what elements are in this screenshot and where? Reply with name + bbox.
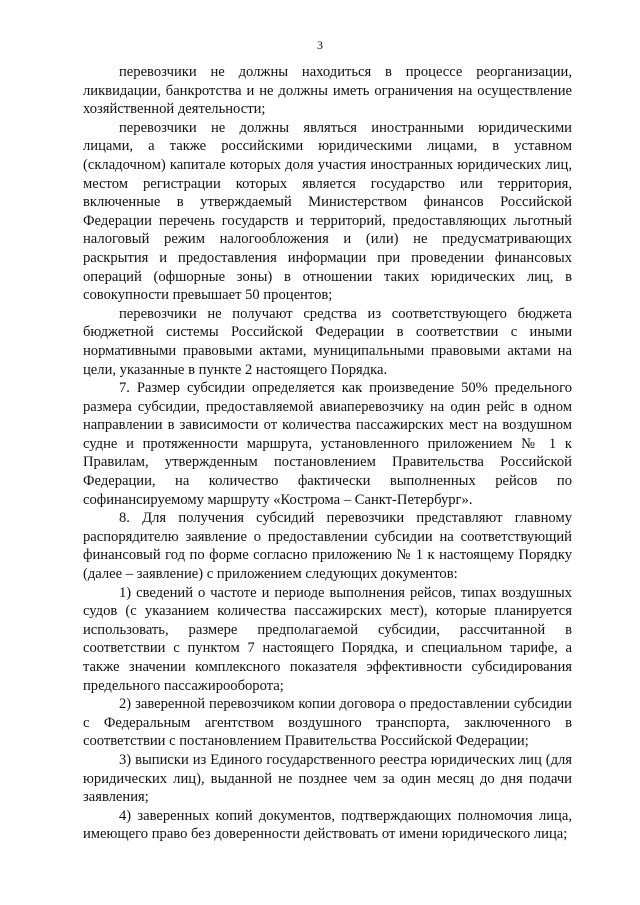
- paragraph-item-7-subsidy-size: 7. Размер субсидии определяется как произведение 50% предельного размера субсидии, предоставляемой авиаперевозчику на один рейс в одном направлении в зависимости от количества пассажирских мест на воздушном судне и протяженности маршрута, установленного приложением № 1 к Правилам, утвержденным постановлением Правительства Российской Федерации, на количество фактически выполненных рейсов по софинансируемому маршруту «Кострома – Санкт-Петербург».: [83, 380, 572, 508]
- paragraph-doc-4-authority-docs: 4) заверенных копий документов, подтверждающих полномочия лица, имеющего право без доверенности действовать от имени юридического лица;: [83, 807, 572, 843]
- paragraph-requirement-foreign-entities: перевозчики не должны являться иностранными юридическими лицами, а также российскими юридическими лицами, в уставном (складочном) капитале которых доля участия иностранных юридических лиц, местом регистрации которых является государство или территория, включенные в утверждаемый Министерством финансов Российской Федерации перечень государств и территорий, предоставляющих льготный налоговый режим налогообложения и (или) не предусматривающих раскрытия и предоставления информации при проведении финансовых операций (офшорные зоны) в отношении таких юридических лиц, в совокупности превышает 50 процентов;: [83, 119, 572, 304]
- paragraph-requirement-reorganization: перевозчики не должны находиться в процессе реорганизации, ликвидации, банкротства и не должны иметь ограничения на осуществление хозяйственной деятельности;: [83, 64, 572, 118]
- document-body: [83, 63, 572, 844]
- paragraph-item-8-application: 8. Для получения субсидий перевозчики представляют главному распорядителю заявление о предоставлении субсидии на соответствующий финансовый год по форме согласно приложению № 1 к настоящему Порядку (далее – заявление) с приложением следующих документов:: [83, 510, 572, 583]
- paragraph-doc-3-registry-extract: 3) выписки из Единого государственного реестра юридических лиц (для юридических лиц), выданной не позднее чем за один месяц до дня подачи заявления;: [83, 751, 572, 806]
- paragraph-doc-1-flight-info: 1) сведений о частоте и периоде выполнения рейсов, типах воздушных судов (с указанием количества пассажирских мест), которые планируется использовать, размере предполагаемой субсидии, рассчитанной в соответствии с пунктом 7 настоящего Порядка, и специальном тарифе, а также значении комплексного показателя эффективности субсидирования предельного пассажирооборота;: [83, 584, 572, 694]
- paragraph-doc-2-contract-copy: 2) заверенной перевозчиком копии договора о предоставлении субсидии с Федеральным агентством воздушного транспорта, заключенного в соответствии с постановлением Правительства Российской Федерации;: [83, 696, 572, 750]
- page-number: 3: [317, 38, 323, 52]
- paragraph-requirement-budget-funds: перевозчики не получают средства из соответствующего бюджета бюджетной системы Российской Федерации в соответствии с иными нормативными правовыми актами, муниципальными правовыми актами на цели, указанные в пункте 2 настоящего Порядка.: [83, 305, 572, 378]
